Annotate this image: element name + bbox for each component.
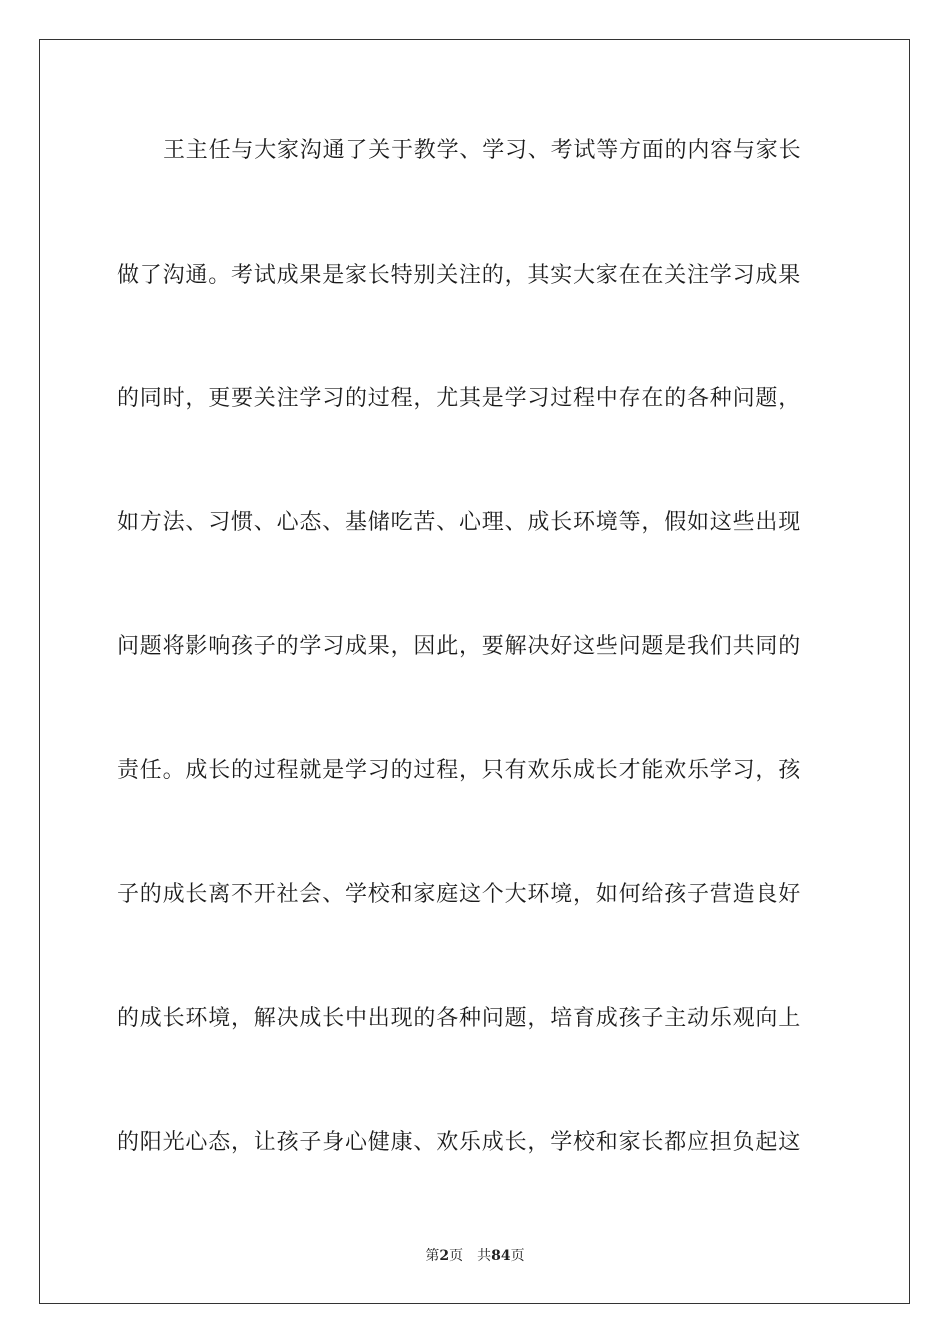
paragraph-line: 如方法、习惯、心态、基储吃苦、心理、成长环境等，假如这些出现: [117, 510, 802, 535]
paragraph-line: 王主任与大家沟通了关于教学、学习、考试等方面的内容与家长: [163, 138, 802, 163]
paragraph-line: 做了沟通。考试成果是家长特别关注的，其实大家在在关注学习成果: [117, 263, 802, 288]
paragraph-line: 责任。成长的过程就是学习的过程，只有欢乐成长才能欢乐学习，孩: [117, 758, 802, 783]
page-number: 2: [439, 1248, 450, 1264]
total-suffix: 页: [510, 1248, 525, 1264]
total-pages: 84: [491, 1248, 511, 1264]
paragraph-line: 子的成长离不开社会、学校和家庭这个大环境，如何给孩子营造良好: [117, 882, 802, 907]
paragraph-line: 的阳光心态，让孩子身心健康、欢乐成长，学校和家长都应担负起这: [117, 1130, 802, 1155]
page-suffix: 页: [449, 1248, 464, 1264]
page-footer: [0, 1247, 950, 1265]
page-border: [39, 39, 910, 1304]
paragraph-line: 问题将影响孩子的学习成果，因此，要解决好这些问题是我们共同的: [117, 634, 802, 659]
paragraph-line: 的成长环境，解决成长中出现的各种问题，培育成孩子主动乐观向上: [117, 1006, 802, 1031]
total-prefix: 共: [477, 1248, 492, 1264]
page-prefix: 第: [425, 1248, 440, 1264]
paragraph-line: 的同时，更要关注学习的过程，尤其是学习过程中存在的各种问题，: [117, 386, 802, 411]
